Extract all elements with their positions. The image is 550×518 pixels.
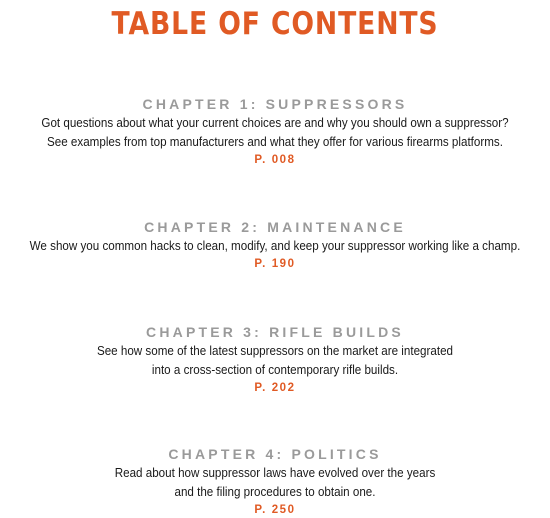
chapter-4-page-number: P. 250 bbox=[254, 504, 296, 516]
chapter-4-heading: CHAPTER 4: POLITICS bbox=[168, 446, 382, 462]
chapter-3-entry bbox=[0, 324, 550, 396]
chapter-4-entry bbox=[0, 446, 550, 518]
chapter-2-entry bbox=[0, 219, 550, 272]
chapter-1-page-number: P. 008 bbox=[254, 154, 296, 166]
chapter-3-description-line: into a cross-section of contemporary rifle builds. bbox=[151, 363, 399, 377]
chapter-2-description bbox=[19, 237, 531, 256]
chapter-3-description-line: See how some of the latest suppressors on the market are integrated bbox=[96, 344, 454, 358]
chapter-1-description-line: See examples from top manufacturers and what they offer for various firearms platforms. bbox=[47, 135, 503, 149]
chapter-1-description-line: Got questions about what your current choices are and why you should own a suppressor? bbox=[41, 116, 509, 130]
chapter-1-description bbox=[19, 114, 531, 152]
chapter-3-heading: CHAPTER 3: RIFLE BUILDS bbox=[146, 324, 404, 340]
chapter-1-entry bbox=[0, 96, 550, 168]
chapter-4-description bbox=[19, 464, 531, 502]
chapter-2-page-number: P. 190 bbox=[254, 258, 296, 270]
chapter-3-page-number: P. 202 bbox=[254, 382, 296, 394]
chapter-1-heading: CHAPTER 1: SUPPRESSORS bbox=[142, 96, 408, 112]
chapter-2-description-line: We show you common hacks to clean, modify, and keep your suppressor working like a champ. bbox=[29, 239, 521, 253]
chapter-2-heading: CHAPTER 2: MAINTENANCE bbox=[144, 219, 406, 235]
page-title: TABLE OF CONTENTS bbox=[111, 6, 439, 42]
chapter-4-description-line: Read about how suppressor laws have evolved over the years bbox=[114, 466, 436, 480]
chapter-4-description-line: and the filing procedures to obtain one. bbox=[174, 485, 376, 499]
chapter-3-description bbox=[19, 342, 531, 380]
